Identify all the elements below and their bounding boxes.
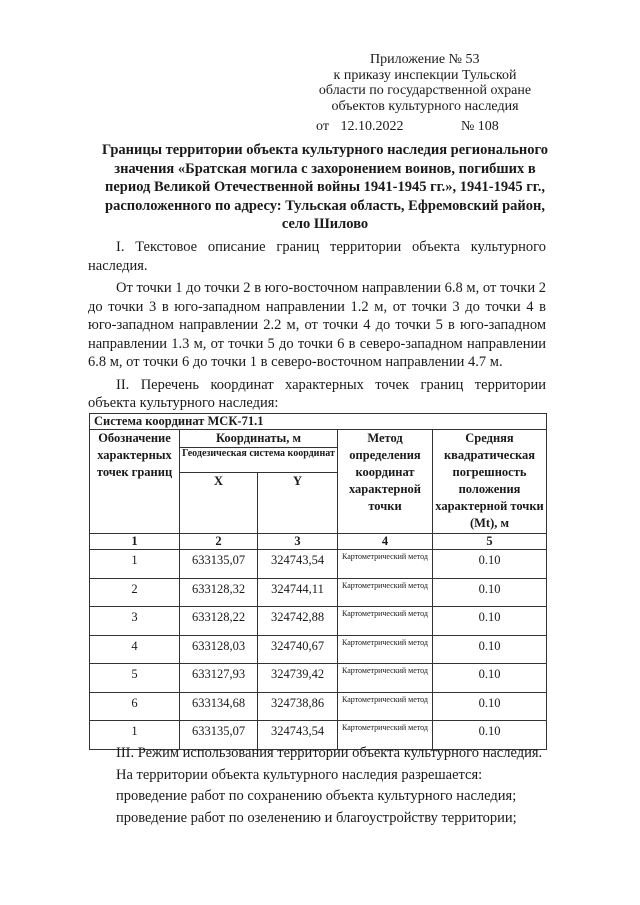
section-1 <box>88 238 546 413</box>
method: Картометрический метод <box>338 721 433 750</box>
column-number: 4 <box>338 534 433 550</box>
coord-y: 324739,42 <box>258 664 338 693</box>
column-number: 2 <box>180 534 258 550</box>
section-3-line: проведение работ по озеленению и благоустройству территории; <box>116 809 517 826</box>
document-header <box>300 52 550 135</box>
table-row <box>90 550 547 579</box>
method: Картометрический метод <box>338 635 433 664</box>
point-id: 5 <box>90 664 180 693</box>
order-ref-line: к приказу инспекции Тульской <box>333 67 517 83</box>
method: Картометрический метод <box>338 692 433 721</box>
coord-y: 324740,67 <box>258 635 338 664</box>
column-number: 3 <box>258 534 338 550</box>
mt-value: 0.10 <box>433 578 547 607</box>
coordinate-system: Система координат МСК-71.1 <box>90 414 547 430</box>
table-row <box>90 635 547 664</box>
table-row <box>90 607 547 636</box>
order-number: № 108 <box>460 119 499 134</box>
coord-y: 324738,86 <box>258 692 338 721</box>
section-2-heading: II. Перечень координат характерных точек границ территории объекта культурного наследия: <box>88 376 546 411</box>
header-x: X <box>180 473 258 534</box>
coord-x: 633134,68 <box>180 692 258 721</box>
column-number: 5 <box>433 534 547 550</box>
order-ref-line: объектов культурного наследия <box>331 98 519 114</box>
method: Картометрический метод <box>338 607 433 636</box>
mt-value: 0.10 <box>433 607 547 636</box>
point-id: 4 <box>90 635 180 664</box>
section-3-line: На территории объекта культурного наследия разрешается: <box>116 766 483 783</box>
point-id: 1 <box>90 721 180 750</box>
order-date-line <box>300 119 550 135</box>
coord-x: 633135,07 <box>180 721 258 750</box>
coord-y: 324742,88 <box>258 607 338 636</box>
mt-value: 0.10 <box>433 692 547 721</box>
coord-y: 324743,54 <box>258 721 338 750</box>
point-id: 1 <box>90 550 180 579</box>
section-3-line: проведение работ по сохранению объекта культурного наследия; <box>116 788 517 804</box>
coord-y: 324744,11 <box>258 578 338 607</box>
mt-value: 0.10 <box>433 664 547 693</box>
section-3-heading: III. Режим использования территории объекта культурного наследия. <box>116 745 543 761</box>
section-3 <box>88 744 546 827</box>
table-row <box>90 664 547 693</box>
header-geodetic-system: Геодезическая система координат <box>180 448 338 473</box>
coord-x: 633128,22 <box>180 607 258 636</box>
header-point-designation: Обозначение характерных точек границ <box>90 430 180 534</box>
table-row <box>90 692 547 721</box>
coordinates-table <box>89 413 547 750</box>
section-1-text: От точки 1 до точки 2 в юго-восточном направлении 6.8 м, от точки 2 до точки 3 в юго-западном направлении 1.2 м, от точки 3 до точки 4 в юго-западном направлении 2.2 м, от точки 4 до точки 5 в юго-западном направлении 1.3 м, от точки 5 до точки 6 в северо-западном направлении 6.8 м, от точки 6 до точки 1 в северо-восточном направлении 4.7 м. <box>88 280 546 370</box>
method: Картометрический метод <box>338 664 433 693</box>
date-prefix: от <box>316 119 329 134</box>
method: Картометрический метод <box>338 578 433 607</box>
point-id: 2 <box>90 578 180 607</box>
coord-x: 633128,32 <box>180 578 258 607</box>
coord-x: 633127,93 <box>180 664 258 693</box>
order-date: 12.10.2022 <box>340 119 404 134</box>
mt-value: 0.10 <box>433 721 547 750</box>
column-number: 1 <box>90 534 180 550</box>
header-method: Метод определения координат характерной точки <box>338 430 433 534</box>
table-row <box>90 578 547 607</box>
point-id: 3 <box>90 607 180 636</box>
point-id: 6 <box>90 692 180 721</box>
header-error: Средняя квадратическая погрешность положения характерной точки (Mt), м <box>433 430 547 534</box>
coord-x: 633128,03 <box>180 635 258 664</box>
coord-y: 324743,54 <box>258 550 338 579</box>
header-coordinates: Координаты, м <box>180 430 338 448</box>
mt-value: 0.10 <box>433 550 547 579</box>
appendix-number: Приложение № 53 <box>370 52 480 67</box>
document-title: Границы территории объекта культурного наследия регионального значения «Братская могила с захоронением воинов, погибших в период Великой Отечественной войны 1941-1945 гг.», 1941-1945 гг., расположенного по адресу: Тульская область, Ефремовский район, село Шилово <box>102 142 548 232</box>
order-ref-line: области по государственной охране <box>318 83 532 98</box>
section-1-heading: I. Текстовое описание границ территории объекта культурного наследия. <box>88 239 546 274</box>
coord-x: 633135,07 <box>180 550 258 579</box>
mt-value: 0.10 <box>433 635 547 664</box>
method: Картометрический метод <box>338 550 433 579</box>
header-y: Y <box>258 473 338 534</box>
